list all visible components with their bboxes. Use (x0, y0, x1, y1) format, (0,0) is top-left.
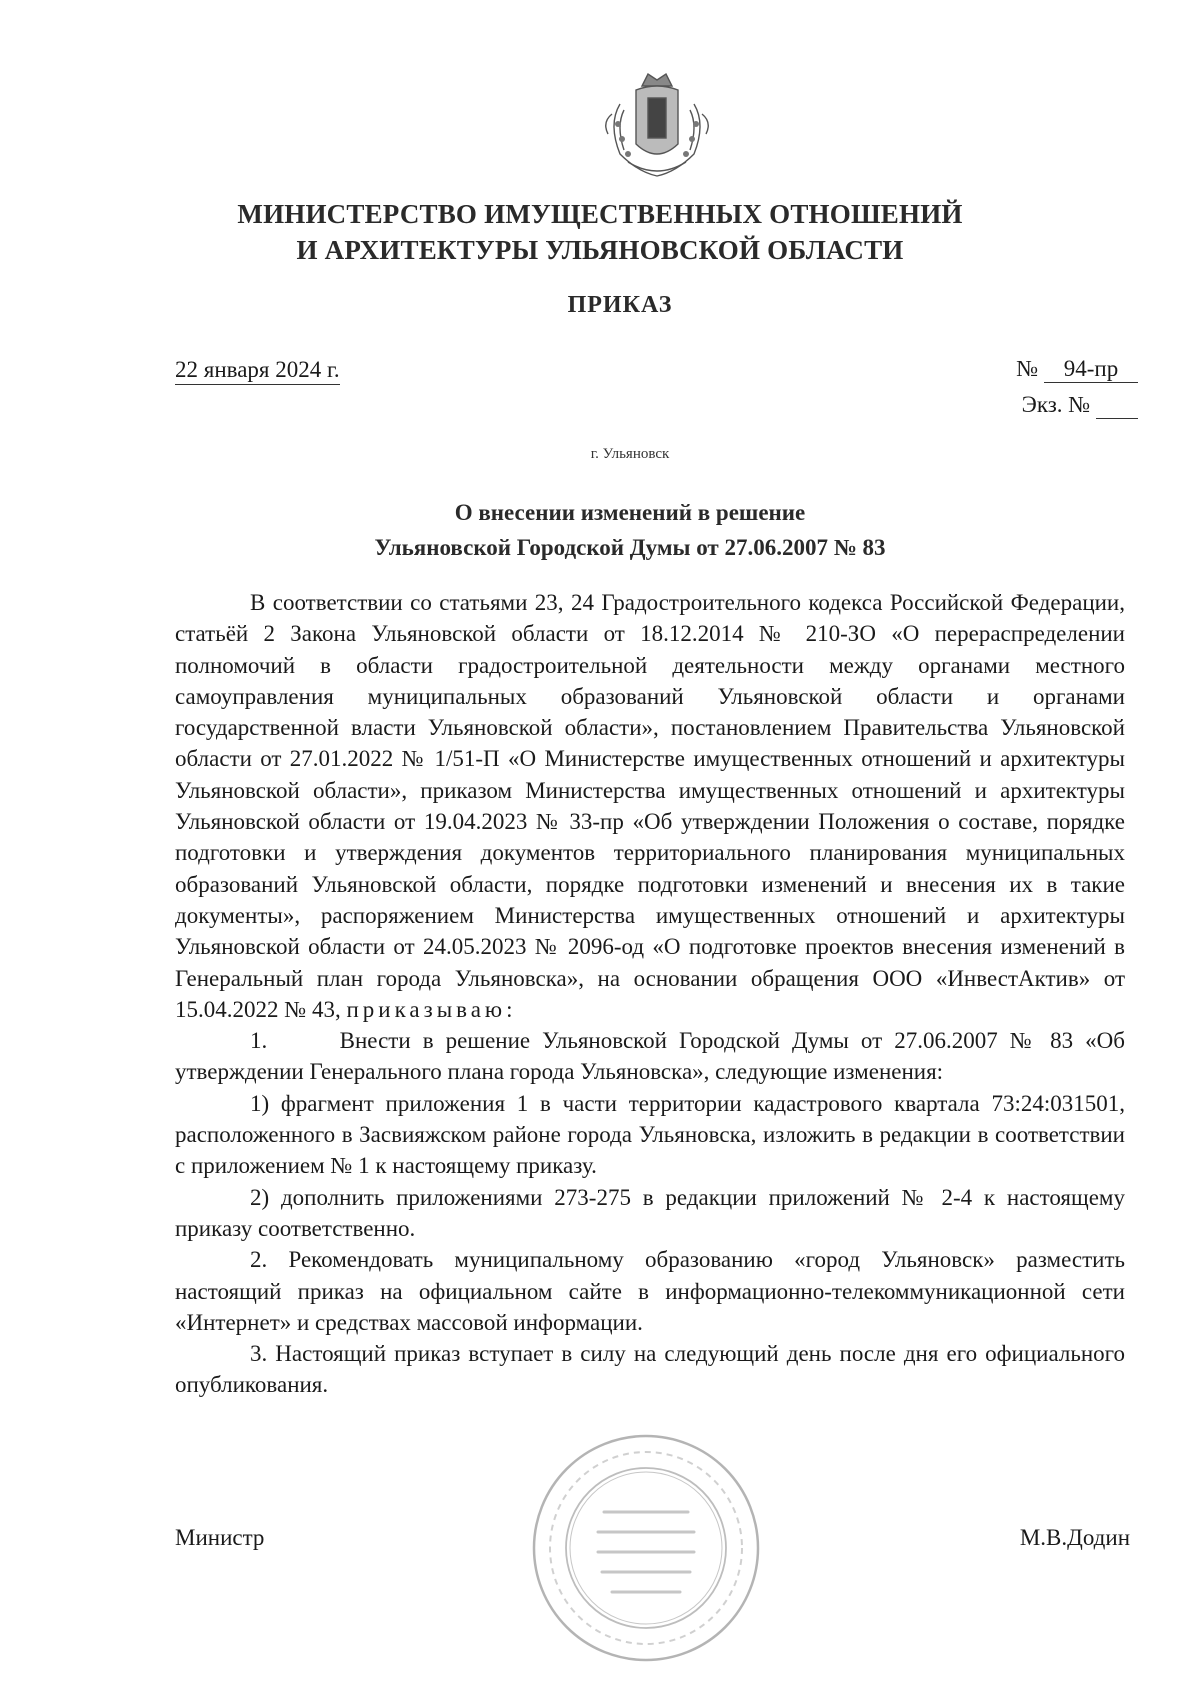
order-number-value: 94-пр (1044, 356, 1138, 383)
order-number (1016, 355, 1138, 383)
copy-number (1022, 391, 1138, 419)
item-1-1: 1) фрагмент приложения 1 в части территории кадастрового квартала 73:24:031501, расположенного в Засвияжском районе города Ульяновска, изложить в редакции в соответствии с приложением № 1 к настоящему приказу. (175, 1090, 1125, 1179)
document-type-title: ПРИКАЗ (567, 292, 673, 318)
item-1-2: 2) дополнить приложениями 273-275 в редакции приложений № 2-4 к настоящему приказу соответственно. (175, 1184, 1125, 1241)
copy-number-label: Экз. № (1021, 392, 1091, 417)
order-subject (0, 495, 1200, 565)
ministry-name (150, 196, 1050, 268)
item-1: 1. Внести в решение Ульяновской Городской Думы от 27.06.2007 № 83 «Об утверждении Генерального плана города Ульяновска», следующие изменения: (175, 1028, 1131, 1085)
order-word: приказываю: (346, 996, 517, 1022)
order-date: 22 января 2024 г. (175, 357, 340, 385)
signer-name: М.В.Додин (1019, 1525, 1130, 1550)
ministry-name-line1: МИНИСТЕРСТВО ИМУЩЕСТВЕННЫХ ОТНОШЕНИЙ (237, 199, 963, 229)
copy-number-blank (1096, 396, 1138, 419)
signer-role: Министр (175, 1525, 265, 1550)
city: г. Ульяновск (590, 446, 670, 462)
coat-of-arms-icon (598, 64, 716, 182)
item-3: 3. Настоящий приказ вступает в силу на следующий день после дня его официального опубликования. (175, 1341, 1125, 1398)
order-subject-line1: О внесении изменений в решение (454, 500, 806, 525)
order-subject-line2: Ульяновской Городской Думы от 27.06.2007 № 83 (374, 535, 886, 560)
preamble-text: В соответствии со статьями 23, 24 Градостроительного кодекса Российской Федерации, статьёй 2 Закона Ульяновской области от 18.12.2014 № 210-ЗО «О перераспределении полномочий в области градостроительной деятельности между органами местного самоуправления муниципальных образований Ульяновской области и органами государственной власти Ульяновской области», постановлением Правительства Ульяновской области от 27.01.2022 № 1/51-П «О Министерстве имущественных отношений и архитектуры Ульяновской области», приказом Министерства имущественных отношений и архитектуры Ульяновской области от 19.04.2023 № 33-пр «Об утверждении Положения о составе, порядке подготовки и утверждения документов территориального планирования муниципальных образований Ульяновской области, порядке подготовки изменений и внесения их в такие документы», распоряжением Министерства имущественных отношений и архитектуры Ульяновской области от 24.05.2023 № 2096-од «О подготовке проектов внесения изменений в Генеральный план города Ульяновска», на основании обращения ООО «ИнвестАктив» от 15.04.2022 № 43, (175, 590, 1125, 1022)
item-2: 2. Рекомендовать муниципальному образованию «город Ульяновск» разместить настоящий приказ на официальном сайте в информационно-телекоммуникационной сети «Интернет» и средствах массовой информации. (175, 1247, 1125, 1335)
order-body (175, 587, 1131, 1401)
order-number-label: № (1016, 356, 1039, 381)
preamble-paragraph (175, 587, 1125, 1025)
seal-stamp-icon (528, 1430, 764, 1666)
ministry-name-line2: И АРХИТЕКТУРЫ УЛЬЯНОВСКОЙ ОБЛАСТИ (296, 235, 904, 265)
